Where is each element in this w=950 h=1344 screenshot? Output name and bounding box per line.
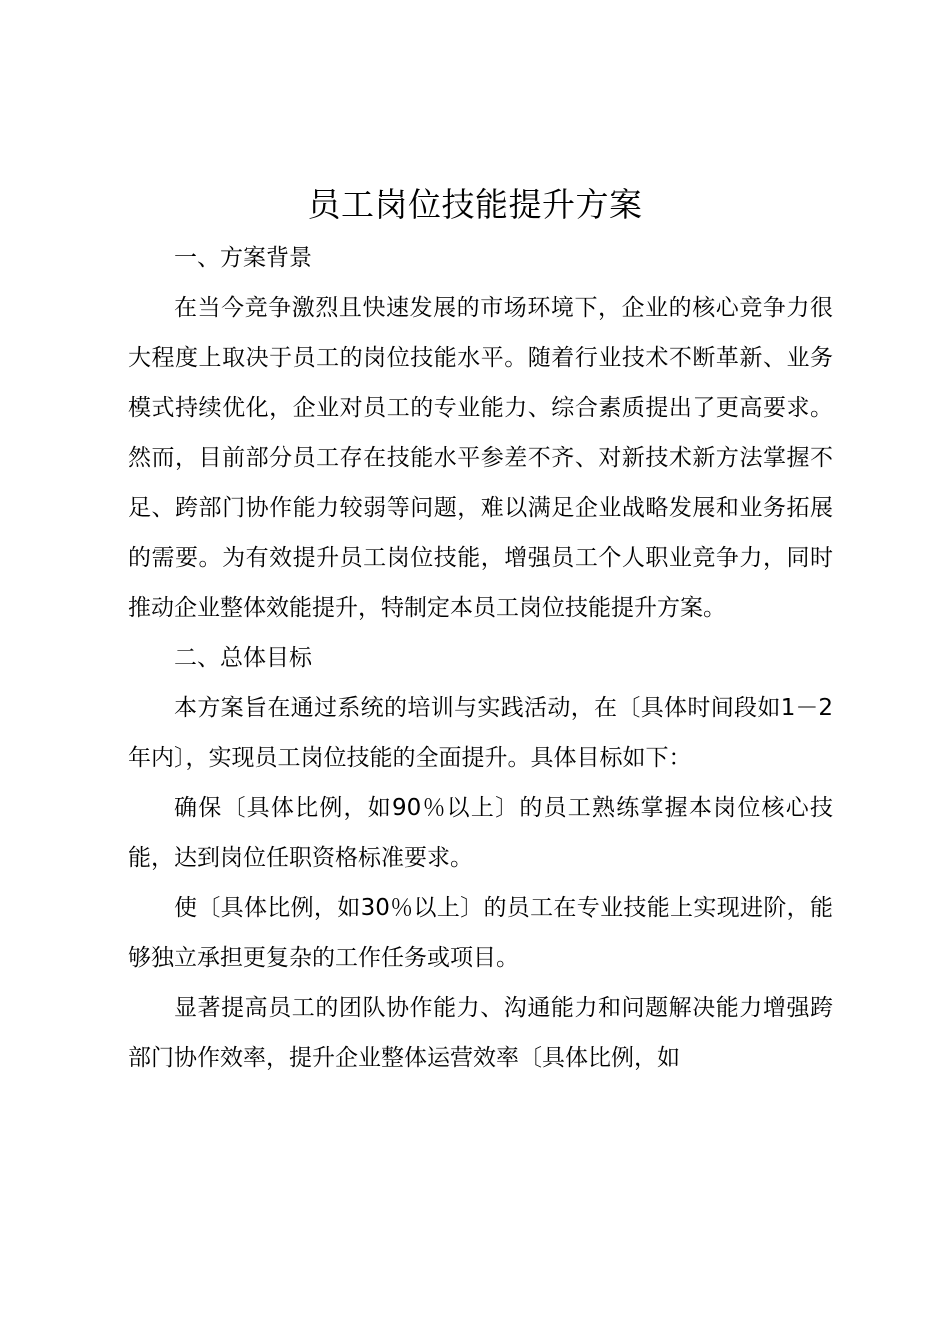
document-title: 员工岗位技能提升方案 (307, 185, 643, 224)
document-body (128, 233, 833, 1083)
paragraph-goals-intro: 本方案旨在通过系统的培训与实践活动，在〔具体时间段如1－2年内〕，实现员工岗位技能的全面提升。具体目标如下： (128, 695, 833, 771)
paragraph-goal-1: 确保〔具体比例，如90％以上〕的员工熟练掌握本岗位核心技能，达到岗位任职资格标准要求。 (128, 795, 833, 871)
paragraph-goal-3: 显著提高员工的团队协作能力、沟通能力和问题解决能力增强跨部门协作效率，提升企业整体运营效率〔具体比例，如 (128, 995, 833, 1071)
paragraph-background: 在当今竞争激烈且快速发展的市场环境下，企业的核心竞争力很大程度上取决于员工的岗位技能水平。随着行业技术不断革新、业务模式持续优化，企业对员工的专业能力、综合素质提出了更高要求。然而，目前部分员工存在技能水平参差不齐、对新技术新方法掌握不足、跨部门协作能力较弱等问题，难以满足企业战略发展和业务拓展的需要。为有效提升员工岗位技能，增强员工个人职业竞争力，同时推动企业整体效能提升，特制定本员工岗位技能提升方案。 (128, 295, 833, 621)
paragraph-goal-2: 使〔具体比例，如30％以上〕的员工在专业技能上实现进阶，能够独立承担更复杂的工作任务或项目。 (128, 895, 833, 971)
section-heading-background: 一、方案背景 (174, 245, 312, 271)
section-heading-goals: 二、总体目标 (174, 645, 312, 671)
